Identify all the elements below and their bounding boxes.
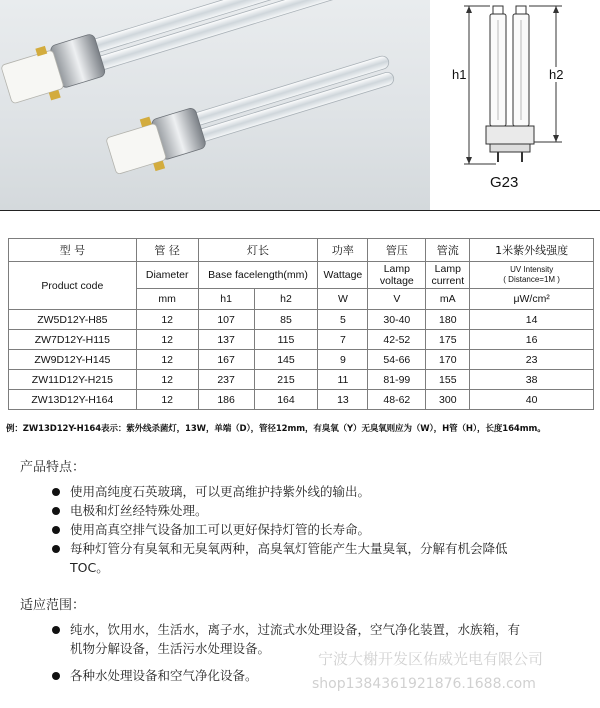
company-watermark: 宁波大榭开发区佑威光电有限公司 [318,650,544,668]
cell-diameter: 12 [136,370,198,390]
table-row [9,370,594,390]
cell-diameter: 12 [136,350,198,370]
cell-uv: 38 [470,370,594,390]
cell-h1: 186 [198,390,254,410]
cell-voltage: 54-66 [368,350,426,370]
cell-current: 155 [426,370,470,390]
cell-uv: 14 [470,310,594,330]
unit-current: mA [426,289,470,310]
unit-h1: h1 [198,289,254,310]
cell-diameter: 12 [136,390,198,410]
feature-text: 电极和灯丝经特殊处理。 [70,503,208,518]
feature-text: 每种灯管分有臭氧和无臭氧两种，高臭氧灯管能产生大量臭氧，分解有机会降低TOC。 [70,541,508,575]
header-voltage: 管压 [368,239,426,262]
cell-h2: 85 [254,310,318,330]
cell-wattage: 9 [318,350,368,370]
cell-diameter: 12 [136,310,198,330]
cell-current: 170 [426,350,470,370]
bullet-icon [52,626,60,634]
cell-h1: 237 [198,370,254,390]
applications-title: 适应范围： [20,598,86,613]
header-uv: 1米紫外线强度 [470,239,594,262]
h1-dimension-label: h1 [452,67,467,82]
cell-h2: 215 [254,370,318,390]
table-row [9,350,594,370]
cell-h2: 115 [254,330,318,350]
cell-current: 175 [426,330,470,350]
cell-voltage: 30-40 [368,310,426,330]
cell-wattage: 11 [318,370,368,390]
header-row-zh [9,239,594,262]
bullet-icon [52,488,60,496]
application-text: 纯水，饮用水，生活水，离子水，过流式水处理设备，空气净化装置，水族箱，有机物分解设备，生活污水处理设备。 [70,622,521,656]
cell-h2: 164 [254,390,318,410]
bullet-icon [52,507,60,515]
cell-voltage: 42-52 [368,330,426,350]
header-diameter: 管 径 [136,239,198,262]
cell-code: ZW9D12Y-H145 [9,350,137,370]
uv-title: UV Intensity [510,265,554,274]
feature-text: 使用高真空排气设备加工可以更好保持灯管的长寿命。 [70,522,371,537]
cell-diameter: 12 [136,330,198,350]
section-divider [0,210,600,211]
cell-h1: 167 [198,350,254,370]
cell-uv: 23 [470,350,594,370]
header-voltage-en: Lamp voltage [368,262,426,289]
unit-voltage: V [368,289,426,310]
header-length: 灯长 [198,239,318,262]
header-wattage: 功率 [318,239,368,262]
unit-wattage: W [318,289,368,310]
cell-h2: 145 [254,350,318,370]
bullet-icon [52,545,60,553]
h2-dimension-label: h2 [549,67,564,82]
feature-text: 使用高纯度石英玻璃，可以更高维护持紫外线的输出。 [70,484,371,499]
shop-url-watermark: shop1384361921876.1688.com [312,676,536,692]
product-photo [0,0,430,210]
header-model: 型 号 [9,239,137,262]
list-item [52,539,522,577]
unit-uv: μW/cm² [470,289,594,310]
dimension-diagram [432,0,600,210]
header-product-code: Product code [9,262,137,310]
cell-voltage: 81-99 [368,370,426,390]
list-item [52,520,522,539]
features-title: 产品特点： [20,460,86,475]
unit-h2: h2 [254,289,318,310]
table-row [9,330,594,350]
cell-uv: 16 [470,330,594,350]
header-current: 管流 [426,239,470,262]
features-list [52,482,522,577]
lamp-photo-illustration [0,0,430,210]
cell-current: 300 [426,390,470,410]
header-diameter-en: Diameter [136,262,198,289]
bullet-icon [52,672,60,680]
cell-code: ZW11D12Y-H215 [9,370,137,390]
cell-h1: 107 [198,310,254,330]
table-row [9,310,594,330]
cell-wattage: 13 [318,390,368,410]
unit-diameter: mm [136,289,198,310]
table-row [9,390,594,410]
header-wattage-en: Wattage [318,262,368,289]
model-example-note: 例：ZW13D12Y-H164表示：紫外线杀菌灯，13W，单端（D），管径12mm，有臭氧（Y）无臭氧则应为（W），H管（H），长度164mm。 [6,424,546,434]
cell-code: ZW5D12Y-H85 [9,310,137,330]
cell-wattage: 7 [318,330,368,350]
cell-code: ZW13D12Y-H164 [9,390,137,410]
header-uv-en [470,262,594,289]
header-row-en [9,262,594,289]
list-item [52,501,522,520]
cell-current: 180 [426,310,470,330]
header-length-en: Base facelength(mm) [198,262,318,289]
cell-voltage: 48-62 [368,390,426,410]
cell-wattage: 5 [318,310,368,330]
base-type-label: G23 [490,174,519,191]
header-current-en: Lamp current [426,262,470,289]
cell-code: ZW7D12Y-H115 [9,330,137,350]
list-item [52,482,522,501]
bullet-icon [52,526,60,534]
cell-h1: 137 [198,330,254,350]
uv-distance: ( Distance=1M ) [503,275,560,284]
spec-table [8,238,594,410]
application-text: 各种水处理设备和空气净化设备。 [70,668,258,683]
cell-uv: 40 [470,390,594,410]
